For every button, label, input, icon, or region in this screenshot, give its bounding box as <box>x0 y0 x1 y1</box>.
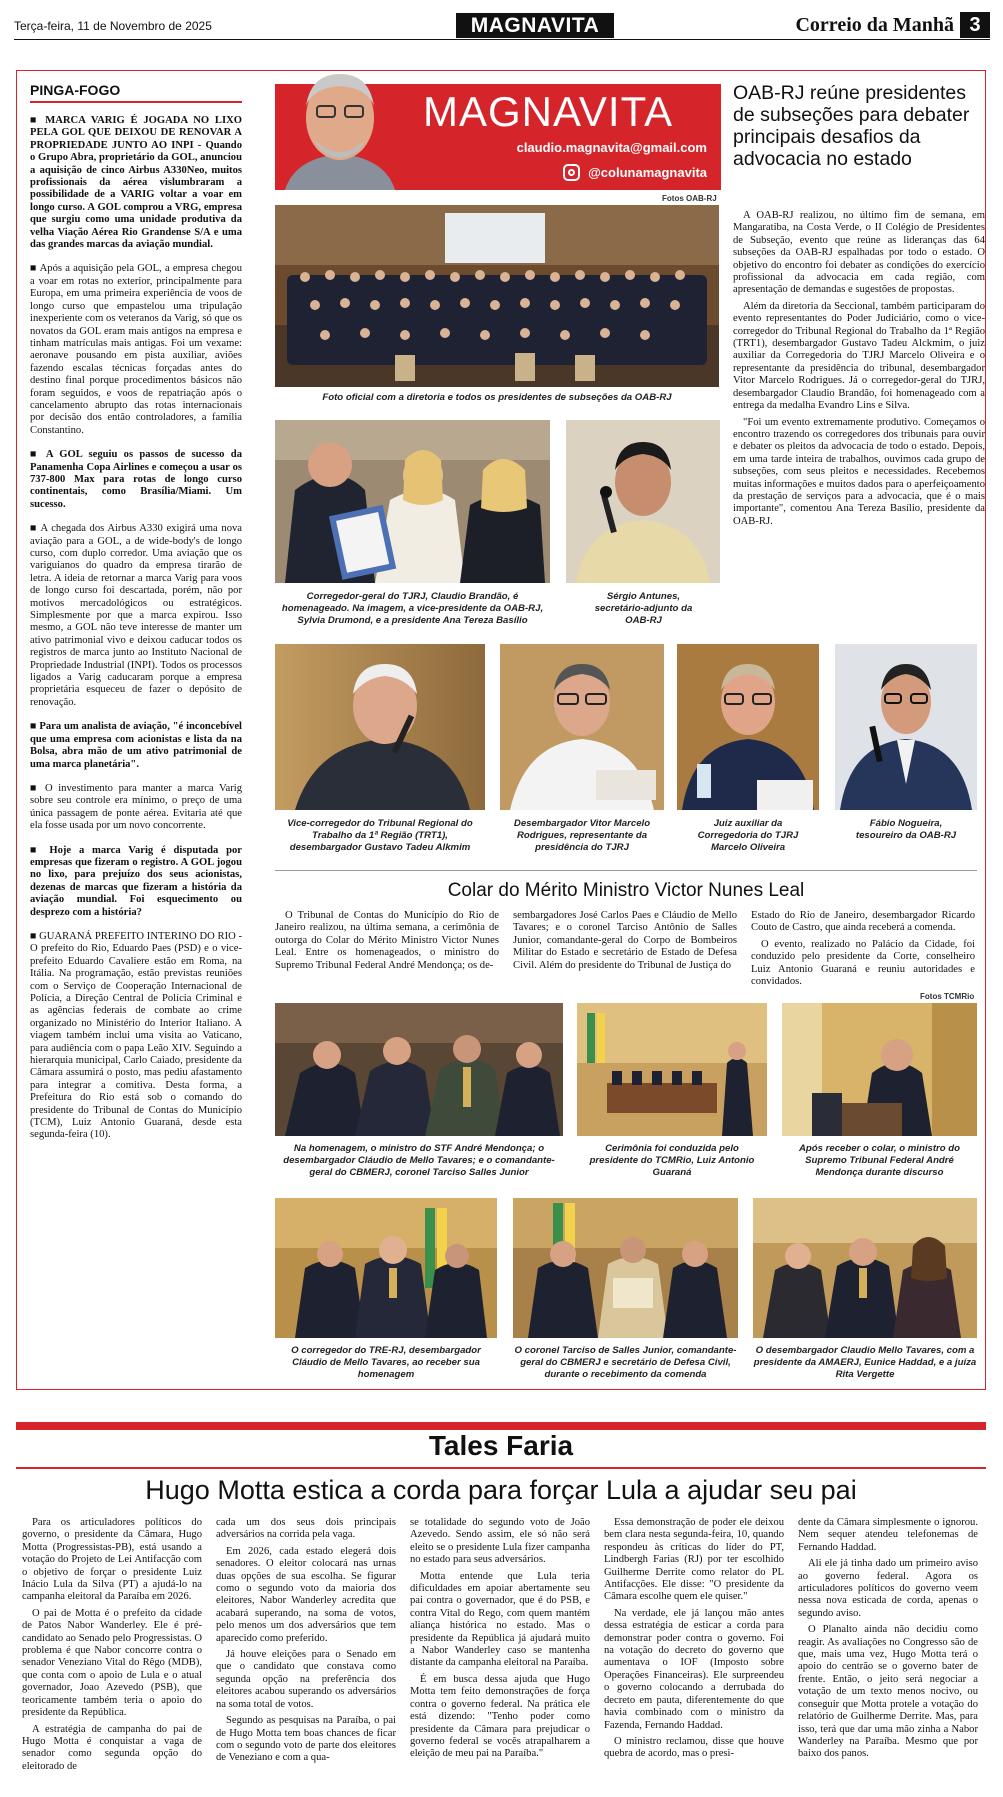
caption-discurso: Após receber o colar, o ministro do Supremo Tribunal Federal André Mendonça durante discurso <box>799 1143 960 1178</box>
tales-column <box>216 1517 396 1769</box>
photo-cerimonia <box>577 1003 767 1136</box>
tales-paragraph: cada um dos seus dois principais adversários na corrida pela vaga. <box>216 1517 396 1541</box>
caption-fabio: Fábio Nogueira, tesoureiro da OAB-RJ <box>855 818 957 841</box>
section-divider <box>275 870 977 871</box>
caption-coronel: O coronel Tarciso de Salles Junior, comandante-geral do CBMERJ e secretário de Defesa Civil, durante o recebimento da comenda <box>514 1345 737 1380</box>
photo-marcelo-oliveira <box>677 644 819 810</box>
tales-paragraph: Na verdade, ele já lançou mão antes dessa estratégia de esticar a corda para demonstrar poder contra o governo. Foi na votação do decreto do governo que aumentava o IOF (Imposto sobre Operações Financeiras). Ele surpreendeu o governo colocando a derrubada do decreto em pauta, diferentemente do que havia combinado com o ministro da Fazenda, Fernando Haddad. <box>604 1607 784 1731</box>
tales-paragraph: Segundo as pesquisas na Paraíba, o pai de Hugo Motta tem boas chances de ficar com o segundo voto de parte dos eleitores de Veneziano e com a qua- <box>216 1715 396 1764</box>
photo-vitor-rodrigues <box>500 644 664 810</box>
colar-column-group <box>751 910 975 992</box>
photo-mendonca-homage <box>275 1003 563 1136</box>
tales-paragraph: A estratégia de campanha do pai de Hugo Motta é conquistar a vaga de senador como segunda opção do eleitorado de <box>22 1723 202 1772</box>
pinga-fogo-sidebar <box>30 82 242 1146</box>
photo-amaerj <box>753 1198 977 1338</box>
tales-paragraph: Já houve eleições para o Senado em que o candidato que constava como segunda opção na preferência dos eleitores acabou superando os adversários na soma total de votos. <box>216 1649 396 1710</box>
oab-paragraph: Além da diretoria da Seccional, também participaram do evento representantes do Poder Judiciário, como o vice-corregedor do Tribunal Regional do Trabalho da 1ª Região (TRT1), desembargador Gustavo Tadeu Alckmim, o juiz auxiliar da Corregedoria do TJRJ Marcelo Oliveira e o representante da presidência do tribunal, desembargador Vitor Marcelo Rodrigues. Já o corregedor-geral do TJRJ, desembargador Claudio Brandão, foi homenageado com a entrega da medalha Evandro Lins e Silva. <box>733 300 985 412</box>
photo-brandao-homage <box>275 420 550 583</box>
instagram-icon <box>563 164 580 181</box>
columnist-photo <box>275 60 405 190</box>
colar-headline: Colar do Mérito Ministro Victor Nunes Leal <box>447 880 805 901</box>
tales-paragraph: Essa demonstração de poder ele deixou bem clara nesta segunda-feira, 10, quando respondeu às críticas do líder do PT, Lindbergh Farias (RJ) por ter escolhido Guilherme Derrite como relator do PL Antifacções. Ele disse: "O presidente da Câmara escolhe quem ele quiser." <box>604 1517 784 1603</box>
sidebar-title: PINGA-FOGO <box>30 82 242 103</box>
caption-brandao: Corregedor-geral do TJRJ, Claudio Brandão, é homenageado. Na imagem, a vice-presidente da OAB-RJ, Sylvia Drumond, e a presidente Ana Tereza Basílio <box>281 591 544 626</box>
tales-paragraph: dente da Câmara simplesmente o ignorou. Nem sequer atendeu telefonemas de Fernando Haddad. <box>798 1517 978 1553</box>
sidebar-paragraph: ■ A GOL seguiu os passos de sucesso da Panamenha Copa Airlines e começou a usar os 737-800 Max para rotas de longo curso continentais, como Brasília/Miami. Um sucesso. <box>30 449 242 510</box>
sidebar-lead-text: - O prefeito do Rio, Eduardo Paes (PSD) e o vice-prefeito Eduardo Cavaliere estão em Roma, na Itália. Na programação, estão previstas reuniões com o Serviço de Cooperação Internacional de Polícia, a Direção Central de Polícia Criminal e as agências federais de combate ao crime organizado no Ministério do Interior Italiano. A viagem também inclui uma visita ao Vaticano, para audiência com o papa Leão XIV. Seguindo a hierarquia municipal, Carlo Caiado, presidente da Câmara assumirá o posto, mas pediu afastamento para integrar a comitiva. Desta forma, a Prefeitura do Rio está sob o comando do presidente do Tribunal de Contas do Município (TCM), Luiz Antonio Guaraná, desde esta segunda-feira (10). <box>30 930 242 1141</box>
oab-paragraph: "Foi um evento extremamente produtivo. Começamos o encontro trazendo os corregedores dos tribunais para ouvir e debater os pleitos da advocacia de todo o estado. Depois, em uma tarde inteira de trabalhos, ouvimos cada grupo de subseções, com seus pleitos e necessidades. Recebemos muitas informações e muitos dados para o aperfeiçoamento da prestação de serviços para a advocacia, que é o mais importante", comentou Ana Tereza Basílio, presidente da OAB-RJ. <box>733 416 985 527</box>
tales-red-line <box>16 1467 986 1469</box>
sidebar-paragraph: ■ O investimento para manter a marca Varig sobre seu controle era mínimo, o preço de uma única passagem de ponte aérea. Evitaria até que ela fosse usada por um novo concorrente. <box>30 782 242 832</box>
caption-amaerj: O desembargador Claudio Mello Tavares, com a presidente da AMAERJ, Eunice Haddad, e a juíza Rita Vergette <box>753 1345 977 1380</box>
photo-coronel-salles <box>513 1198 738 1338</box>
sidebar-paragraph: ■ Para um analista de aviação, "é inconcebível que uma empresa com acionistas e lista da na Bolsa, abra mão de um ativo patrimonial de uma marca planetária". <box>30 721 242 770</box>
colar-column: O evento, realizado no Palácio da Cidade, foi conduzido pelo presidente da Corte, conselheiro Luiz Antonio Guaraná e reuniu autoridades e convidados. <box>751 938 975 988</box>
issue-date: Terça-feira, 11 de Novembro de 2025 <box>14 19 212 33</box>
photo-fabio-nogueira <box>835 644 977 810</box>
tales-headline: Hugo Motta estica a corda para forçar Lula a ajudar seu pai <box>145 1475 857 1505</box>
caption-sergio: Sérgio Antunes, secretário-adjunto da OAB-RJ <box>594 591 693 626</box>
caption-marcelo: Juiz auxiliar da Corregedoria do TJRJ Marcelo Oliveira <box>697 818 799 853</box>
tales-column <box>22 1517 202 1777</box>
tales-column <box>798 1517 978 1765</box>
tales-paragraph: Ali ele já tinha dado um primeiro aviso ao governo federal. Agora os articuladores políticos do governo veem nessa nova esticada de corda, apenas o segundo aviso. <box>798 1558 978 1619</box>
sidebar-paragraph: ■ A chegada dos Airbus A330 exigirá uma nova aviação para a GOL, a de wide-body's de longo curso, com duplo corredor. Uma aviação que os variguianos do quadro da empresa tirarão de letra. A ideia de retornar a marca Varig para voos de longo curso foi descartada, porém, não por motivos mercadológicos ou estratégicos. Simplesmente por que a marca expirou. Isso mesmo, a GOL não teve interesse de manter um ativo patrimonial vivo e deixou caducar todos os registros de marca junto ao Instituto Nacional de Propriedade Industrial (INPI). Todos os processos ligados a Varig caducaram porque a empresa proprietária esqueceu de fazer o depósito de renovação. <box>30 523 242 708</box>
oab-paragraph: A OAB-RJ realizou, no último fim de semana, em Mangaratiba, na Costa Verde, o II Colégio de Presidentes de Subseção, evento que reúne as lideranças das 64 subseções da OAB-RJ espalhadas por todo o estado. O objetivo do encontro foi debater as condições do exercício profissional da advocacia em cada região, com apresentação de demandas e sugestões de propostas. <box>733 210 985 296</box>
page-number: 3 <box>960 12 990 38</box>
caption-group: Foto oficial com a diretoria e todos os presidentes de subseções da OAB-RJ <box>322 392 672 403</box>
sidebar-paragraph: ■ MARCA VARIG É JOGADA NO LIXO PELA GOL QUE DEIXOU DE RENOVAR A PROPRIEDADE JUNTO AO INPI - Quando o Grupo Abra, proprietário da GOL, anunciou a aquisição de cinco Airbus A330Neo, muitos profissionais da aérea vislumbraram a possibilidade de a VARIG voltar a voar em longo curso. A GOL comprou a VRG, empresa que surgiu como uma unidade produtiva da velha Viação Aérea Rio Grandense S/A e uma das grandes marcas da aviação mundial. <box>30 115 242 251</box>
colar-column: sembargadores José Carlos Paes e Cláudio de Mello Tavares; e o coronel Tarciso Antônio de Salles Junior, comandante-geral do Corpo de Bombeiros Militar do Estado e secretário de Estado de Defesa Civil. Além do presidente do Tribunal de Justiça do <box>513 910 737 971</box>
tales-paragraph: O pai de Motta é o prefeito da cidade de Patos Nabor Wanderley. Ele é pré-candidato ao Senado pelo Progressistas. O problema é que Nabor concorre contra o senador Veneziano Vital do Rêgo (MDB), que conta com o apoio de Lula e o atual governador, Joao Azevedo (PSB), que teoricamente também teria o apoio do presidente da República. <box>22 1607 202 1719</box>
tales-column <box>604 1517 784 1765</box>
instagram-handle: @colunamagnavita <box>588 165 707 180</box>
oab-article-body <box>733 210 985 532</box>
tales-paragraph: Em 2026, cada estado elegerá dois senadores. O eleitor colocará nas urnas duas opções de sua escolha. Se figurar como o segundo voto da maioria dos eleitores, Nabor Wanderley acredita que acabará superando, na soma de votos, pelo menos um dos adversários que tem aparecido como preferido. <box>216 1545 396 1644</box>
tales-paragraph: O Planalto ainda não decidiu como reagir. As avaliações no Congresso são de que, mais uma vez, Hugo Motta terá o apoio do centrão se o governo bater de frente. Então, o jeito será negociar a votação de um texto menos nocivo, ou conseguir que Motta protele a votação do relatório de Guilherme Derrite. Mas, para isso, terá que dar uma mão zinha a Nabor Wanderley na Paraíba. Mesmo que por baixo dos panos. <box>798 1624 978 1760</box>
sidebar-paragraph <box>30 931 242 1142</box>
oab-headline: OAB-RJ reúne presidentes de subseções para debater principais desafios da advocacia no estado <box>733 82 970 170</box>
tales-paragraph: Para os articuladores políticos do governo, o presidente da Câmara, Hugo Motta (Progressistas-PB), está usando a votação do Projeto de Lei Antifacção com o objetivo de forçar o presidente Luiz Inácio Lula da Silva (PT) a ajudá-lo na campanha eleitoral da Paraíba em 2026. <box>22 1517 202 1603</box>
tales-paragraph: se totalidade do segundo voto de João Azevedo. Sendo assim, ele só não será eleito se o presidente Lula fizer campanha no estado para seus adversários. <box>410 1517 590 1566</box>
photo-mendonca-discurso <box>782 1003 977 1136</box>
tales-red-bar <box>16 1422 986 1430</box>
colar-column: O Tribunal de Contas do Município do Rio de Janeiro realizou, na última semana, a cerimônia de outorga do Colar do Mérito Ministro Victor Nunes Leal. Entre os homenageados, o ministro do Supremo Tribunal Federal André Mendonça; os de- <box>275 910 499 971</box>
column-banner <box>275 84 721 190</box>
photo-gustavo-alkmim <box>275 644 485 810</box>
tales-paragraph: Motta entende que Lula teria dificuldades em apoiar abertamente seu pai contra o governador, que é do PSB, e contra Vital do Rego, com quem mantém aliança histórica no estado. Mas o presidente da República já ajudará muito a Nabor Wanderley caso se mantenha distante da campanha eleitoral na Paraíba. <box>410 1570 590 1669</box>
banner-name: MAGNAVITA <box>423 88 674 135</box>
sidebar-lead: ■ GUARANÁ PREFEITO INTERINO DO RIO <box>30 930 236 942</box>
banner-instagram[interactable] <box>563 164 707 181</box>
caption-gustavo: Vice-corregedor do Tribunal Regional do Trabalho da 1ª Região (TRT1), desembargador Gustavo Tadeu Alkmim <box>287 818 473 853</box>
colar-column: Estado do Rio de Janeiro, desembargador Ricardo Couto de Castro, que ainda receberá a comenda. <box>751 910 975 934</box>
sidebar-paragraph: ■ Hoje a marca Varig é disputada por empresas que fizeram o registro. A GOL jogou no lixo, para prejuízo dos seus acionistas, dezenas de marcas que fizeram a história da aviação mundial. Foi esquecimento ou desprezo com a história? <box>30 844 242 918</box>
photo-sergio-antunes <box>566 420 720 583</box>
newspaper-logo: Correio da Manhã <box>795 14 954 36</box>
caption-cerimonia: Cerimônia foi conduzida pelo presidente do TCMRio, Luiz Antonio Guaraná <box>589 1143 755 1178</box>
photo-credit: Fotos OAB-RJ <box>662 194 717 203</box>
sidebar-paragraph: ■ Após a aquisição pela GOL, a empresa chegou a voar em rotas no exterior, principalmente para Europa, em uma primeira experiência de voos de longo curso que empastelou uma tripulação inexperiente com os veteranos da Varig, só que os novatos da GOL eram mais antigos na empresa e tinham matrículas mais antigas. Foi um vexame: aeronave pousando em pista auxiliar, aviões fazendo escalas técnicas forçadas antes do destino final porque procedimentos básicos não foram seguidos, e voos de repatriação após o cancelamento abrupto das rotas internacionais por decisão dos então controladores, a família Constantino. <box>30 263 242 436</box>
caption-vitor: Desembargador Vitor Marcelo Rodrigues, representante da presidência do TJRJ <box>513 818 651 853</box>
photo-tre-corregedor <box>275 1198 497 1338</box>
colar-photo-credit: Fotos TCMRio <box>920 992 975 1001</box>
oab-group-photo <box>275 205 719 387</box>
page-header <box>14 12 990 40</box>
section-title: MAGNAVITA <box>456 13 614 38</box>
caption-tre: O corregedor do TRE-RJ, desembargador Cláudio de Mello Tavares, ao receber sua homenagem <box>291 1345 481 1380</box>
caption-mendonca: Na homenagem, o ministro do STF André Mendonça; o desembargador Cláudio de Mello Tavares; e o comandante-geral do CBMERJ, coronel Tarciso Salles Junior <box>283 1143 555 1178</box>
tales-paragraph: É em busca dessa ajuda que Hugo Motta tem feito demonstrações de força contra o governo federal. Na prática ele está dizendo: "Tenho poder como presidente da Câmara para prejudicar o governo federal se vocês atrapalharem a eleição de meu pai na Paraíba." <box>410 1673 590 1760</box>
banner-email[interactable]: claudio.magnavita@gmail.com <box>516 140 707 155</box>
tales-column <box>410 1517 590 1765</box>
columnist-name: Tales Faria <box>428 1430 574 1461</box>
tales-paragraph: O ministro reclamou, disse que houve quebra de acordo, mas o presi- <box>604 1735 784 1760</box>
